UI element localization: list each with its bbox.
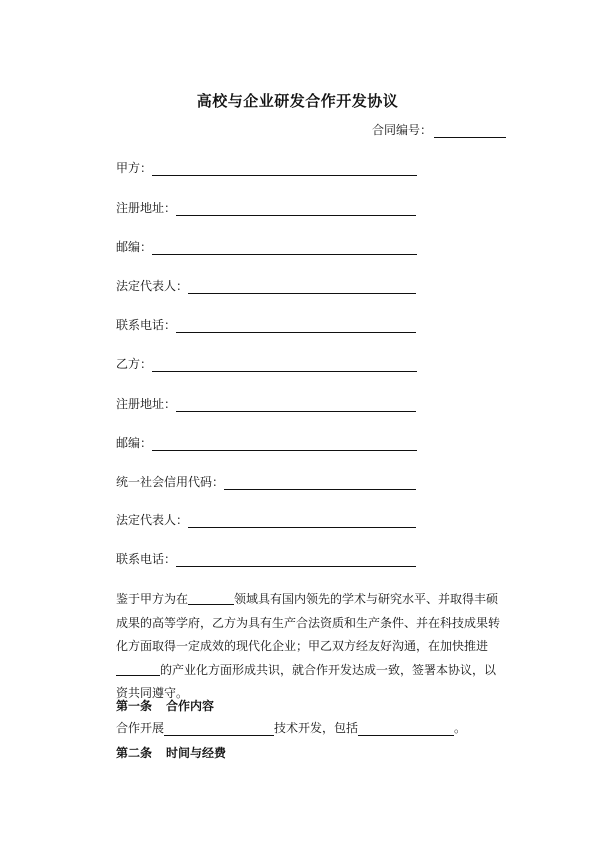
article-2-heading [116, 744, 226, 761]
article-number: 第一条 [116, 699, 153, 713]
field-party-b-postcode [116, 435, 417, 451]
document-title: 高校与企业研发合作开发协议 [196, 92, 399, 110]
field-party-a-address [116, 200, 416, 216]
field-party-b [116, 356, 417, 372]
field-blank[interactable] [176, 397, 416, 412]
field-label: 法定代表人： [116, 513, 189, 527]
scope-blank[interactable] [358, 721, 454, 736]
field-party-b-phone [116, 551, 416, 567]
field-label: 甲方： [116, 161, 153, 175]
article-title: 时间与经费 [166, 746, 227, 760]
article-1-body [116, 720, 466, 736]
field-party-b-address [116, 396, 416, 412]
field-label: 注册地址： [116, 397, 177, 411]
contract-number-blank[interactable] [434, 124, 506, 138]
field-blank[interactable] [152, 240, 417, 255]
body-text: 技术开发，包括 [274, 721, 359, 735]
field-label: 统一社会信用代码： [116, 475, 225, 489]
field-blank[interactable] [224, 475, 416, 490]
field-party-a [116, 160, 417, 176]
field-blank[interactable] [176, 201, 416, 216]
field-blank[interactable] [188, 279, 416, 294]
field-party-b-credit-code [116, 474, 416, 490]
field-label: 注册地址： [116, 201, 177, 215]
preamble-paragraph [116, 588, 506, 706]
tech-blank[interactable] [164, 721, 274, 736]
body-text: 合作开展 [116, 721, 165, 735]
field-blank[interactable] [188, 513, 416, 528]
field-party-b-legal-rep [116, 512, 416, 528]
contract-number [372, 121, 506, 138]
article-number: 第二条 [116, 746, 153, 760]
preamble-blank-field[interactable] [188, 592, 234, 605]
preamble-text: 领域具有国内领先的学术与研究水平、并取得丰硕成果的高等学府，乙方为具有生产合法资质和生产条件、并在科技成果转化方面取得一定成效的现代化企业；甲乙双方经友好沟通，在加快推进 [116, 592, 501, 653]
contract-number-label: 合同编号： [372, 123, 433, 137]
field-blank[interactable] [152, 161, 417, 176]
field-party-a-phone [116, 317, 416, 333]
field-label: 邮编： [116, 436, 153, 450]
field-label: 法定代表人： [116, 279, 189, 293]
field-label: 乙方： [116, 357, 153, 371]
preamble-text: 的产业化方面形成共识，就合作开发达成一致，签署本协议，以资共同遵守。 [116, 662, 497, 700]
field-label: 联系电话： [116, 318, 177, 332]
field-label: 邮编： [116, 240, 153, 254]
field-blank[interactable] [176, 318, 416, 333]
field-blank[interactable] [152, 357, 417, 372]
preamble-blank-product[interactable] [116, 663, 160, 676]
field-party-a-postcode [116, 239, 417, 255]
field-label: 联系电话： [116, 552, 177, 566]
preamble-text: 鉴于甲方为在 [116, 592, 189, 606]
field-party-a-legal-rep [116, 278, 416, 294]
field-blank[interactable] [176, 552, 416, 567]
body-text: 。 [454, 721, 467, 735]
article-title: 合作内容 [166, 699, 215, 713]
article-1-heading [116, 697, 214, 714]
field-blank[interactable] [152, 436, 417, 451]
